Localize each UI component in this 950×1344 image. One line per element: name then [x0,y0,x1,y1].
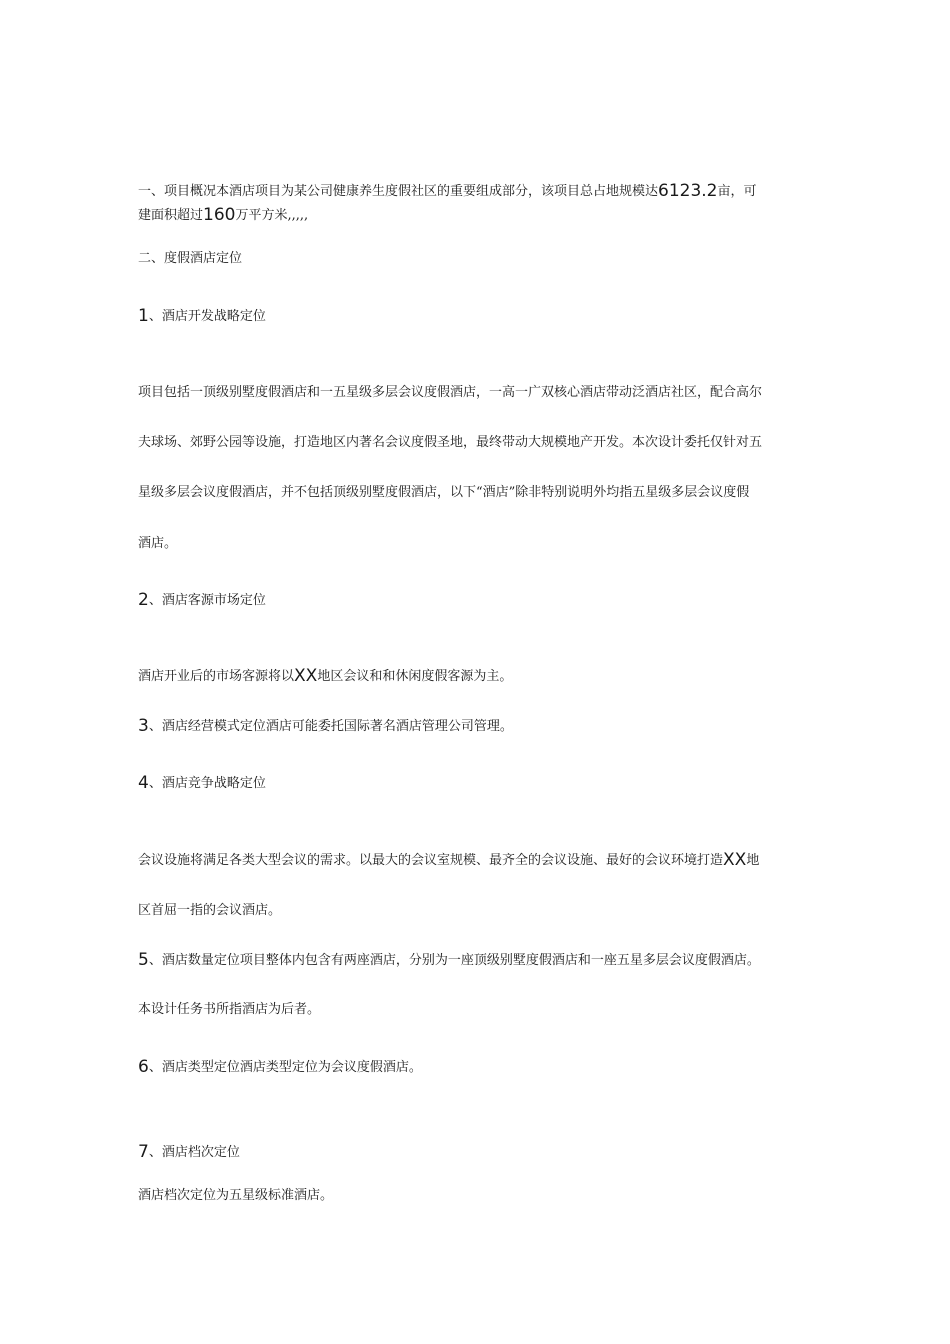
paragraph-line [138,667,512,686]
paragraph-line: 酒店档次定位为五星级标准酒店。 [138,1188,334,1203]
intro-line-1 [138,182,757,201]
site-area-value: 6123.2 [658,181,718,201]
text: 酒店开业后的市场客源将以 [138,669,295,684]
region-placeholder: XX [294,666,318,686]
region-placeholder: XX [723,850,747,870]
paragraph-line: 酒店。 [138,536,178,551]
text: 亩，可 [717,184,757,199]
section-heading-2: 二、度假酒店定位 [138,251,243,266]
subsection-number: 1 [138,306,149,326]
subsection-title: 、酒店档次定位 [148,1145,240,1160]
text: 地区会议和和休闲度假客源为主。 [317,669,513,684]
subsection-number: 4 [138,773,149,793]
intro-line-2 [138,206,308,225]
paragraph-line: 夫球场、郊野公园等设施，打造地区内著名会议度假圣地，最终带动大规模地产开发。本次设计委托仅针对五 [138,435,763,450]
subsection-number: 3 [138,716,149,736]
subsection-3-heading [138,717,513,736]
subsection-1-heading [138,307,266,326]
subsection-number: 5 [138,950,149,970]
paragraph-line: 区首屈一指的会议酒店。 [138,903,282,918]
subsection-2-heading [138,591,266,610]
text: 万平方米,,,,, [235,208,309,223]
text: 一、项目概况本酒店项目为某公司健康养生度假社区的重要组成部分，该项目总占地规模达 [138,184,659,199]
subsection-title: 、酒店竞争战略定位 [148,776,266,791]
subsection-5-heading [138,951,760,970]
text: 地 [746,853,760,868]
subsection-title: 、酒店数量定位项目整体内包含有两座酒店，分别为一座顶级别墅度假酒店和一座五星多层会议度假酒店。 [148,953,760,968]
subsection-title: 、酒店开发战略定位 [148,309,266,324]
subsection-6-heading [138,1058,422,1077]
subsection-number: 6 [138,1057,149,1077]
paragraph-line [138,851,759,870]
subsection-title: 、酒店经营模式定位酒店可能委托国际著名酒店管理公司管理。 [148,719,513,734]
subsection-4-heading [138,774,266,793]
text: 建面积超过 [138,208,204,223]
subsection-7-heading [138,1143,240,1162]
subsection-title: 、酒店类型定位酒店类型定位为会议度假酒店。 [148,1060,422,1075]
floor-area-value: 160 [203,205,236,225]
subsection-title: 、酒店客源市场定位 [148,593,266,608]
paragraph-line: 本设计任务书所指酒店为后者。 [138,1002,321,1017]
text: 会议设施将满足各类大型会议的需求。以最大的会议室规模、最齐全的会议设施、最好的会议环境打造 [138,853,724,868]
paragraph-line: 项目包括一顶级别墅度假酒店和一五星级多层会议度假酒店，一高一广双核心酒店带动泛酒店社区，配合高尔 [138,385,763,400]
subsection-number: 2 [138,590,149,610]
paragraph-line: 星级多层会议度假酒店，并不包括顶级别墅度假酒店，以下“酒店”除非特别说明外均指五星级多层会议度假 [138,485,750,500]
subsection-number: 7 [138,1142,149,1162]
